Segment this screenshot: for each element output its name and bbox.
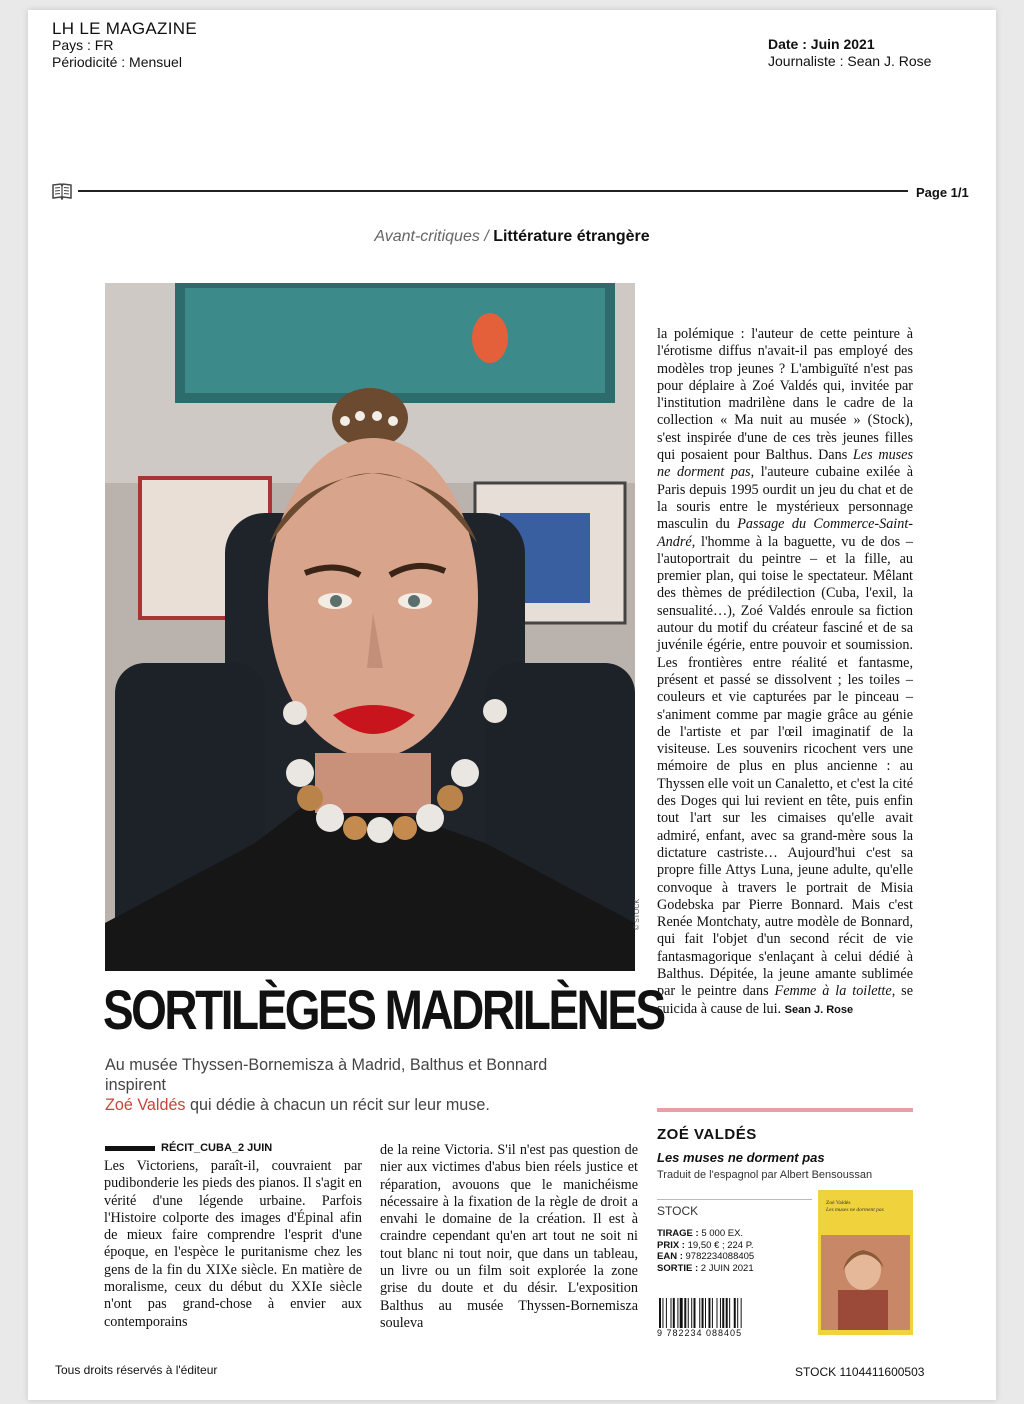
article-kicker <box>105 1142 272 1154</box>
col3-painting-title-2: Femme à la toilette <box>774 983 892 1000</box>
header-rule <box>78 190 908 192</box>
col3-text-c: , l'homme à la baguette, vu de dos – l'autoportrait du peintre – et la fille, au premier plan, qui toise le spectateur. Mêlant des thèmes de prédilection (Cuba, l'exil, la sensualité…), Zoé Valdés enroule sa fiction autour du motif du créateur fasciné et de sa juvénile égérie, entre pouvoir et soumission. Les frontières entre réalité et fantasme, présent et passé se dissolvent ; les toiles – couleurs et vie capturées par le pinceau – s'animent comme par magie grâce au génie de l'artiste et par l'œil imaginatif de la visiteuse. Les souvenirs ricochent vers une mémoire de plus en plus ancienne : au Thyssen elle voit un Canaletto, et c'est la cité des Doges qui lui revient en tête, puis enfin tout l'art sur les cimaises qu'elle avait admiré, enfant, avec sa grand-mère sous la dictature castriste… Aujourd'hui c'est sa propre fille Attys Luna, jeune adulte, qu'elle convoque à travers le portrait de Misia Godebska par Pierre Bonnard. Mais c'est Renée Montchaty, autre modèle de Bonnard, qui fait l'objet d'un second récit de vie fantasmagorique s'enlaçant à celui dédié à Balthus. Dépitée, la jeune amante sublimée par le peintre dans <box>657 533 913 1000</box>
author-portrait <box>105 283 635 971</box>
col3-text-b: , l'auteure cubaine exilée à Paris depuis 1995 ourdit un jeu du chat et de la souris entre le mystérieux personnage masculin du <box>657 464 914 533</box>
section-heading <box>28 228 996 246</box>
cover-title: Les muses ne dorment pas <box>826 1207 884 1213</box>
periodicity: Périodicité : Mensuel <box>52 54 182 70</box>
country: Pays : FR <box>52 37 114 53</box>
kicker-bar <box>105 1146 155 1151</box>
body-column-1: Les Victoriens, paraît-il, couvraient par pudibonderie les pieds des pianos. Il s'agit en vérité d'une légende urbaine. Parfois l'Histoire colporte des images d'Épinal afin de mieux faire comprendre l'esprit d'une époque, en l'espèce le puritanisme chez les gens de la fin du XIXe siècle. En matière de moralisme, ceux du début du XXIe siècle n'ont pas grand-chose à envier aux contemporains <box>104 1158 362 1330</box>
col3-text-a: la polémique : l'auteur de cette peinture à l'érotisme diffus n'avait-il pas employé des modèles trop jeunes ? L'ambiguïté n'est pas pour déplaire à Zoé Valdés qui, invitée par l'institution madrilène dans le cadre de la collection « Ma nuit au musée » (Stock), s'est inspirée d'une de ces très jeunes filles qui posaient pour Balthus. Dans <box>657 326 913 464</box>
dek-suffix: qui dédie à chacun un récit sur leur muse. <box>185 1095 490 1114</box>
kicker-text: RÉCIT_CUBA_2 JUIN <box>161 1142 273 1154</box>
footer-rights: Tous droits réservés à l'éditeur <box>55 1363 218 1377</box>
book-title: Les muses ne dorment pas <box>657 1150 825 1165</box>
press-clipping-page <box>28 10 996 1400</box>
col3-painting-title: Passage du Commerce-Saint-André <box>657 516 913 550</box>
spec-row: EAN : 9782234088405 <box>657 1251 755 1262</box>
magazine-name: LH LE MAGAZINE <box>52 19 197 38</box>
book-icon <box>52 182 72 200</box>
cover-author: Zoé Valdés <box>826 1200 851 1206</box>
journalist: Journaliste : Sean J. Rose <box>768 53 932 69</box>
header-left <box>52 20 197 71</box>
book-cover <box>818 1190 913 1335</box>
byline: Sean J. Rose <box>784 1003 854 1016</box>
dek-author-name: Zoé Valdés <box>105 1095 186 1114</box>
spec-row: PRIX : 19,50 € ; 224 P. <box>657 1239 754 1251</box>
date: Date : Juin 2021 <box>768 36 875 52</box>
spec-row: SORTIE : 2 JUIN 2021 <box>657 1262 754 1274</box>
book-publisher: STOCK <box>657 1199 812 1218</box>
article-title: SORTILÈGES MADRILÈNES <box>103 978 664 1041</box>
body-column-3 <box>657 326 913 1019</box>
dek-prefix: Au musée Thyssen-Bornemisza à Madrid, Balthus et Bonnard inspirent <box>105 1055 548 1094</box>
footer-code: STOCK 1104411600503 <box>795 1365 925 1379</box>
header-right <box>768 36 931 70</box>
barcode-number: 9 782234 088405 <box>657 1328 743 1338</box>
col3-book-title: Les muses ne dorment pas <box>657 447 913 481</box>
photo-credit: © STOCK <box>634 898 641 930</box>
article-dek <box>105 1055 599 1115</box>
barcode-icon <box>657 1298 787 1328</box>
spec-row: TIRAGE : 5 000 EX. <box>657 1228 744 1239</box>
book-author: ZOÉ VALDÉS <box>657 1126 757 1143</box>
section-subcategory: Littérature étrangère <box>493 228 650 245</box>
col3-text-d: , se suicida à cause de lui. <box>657 983 914 1017</box>
section-category: Avant-critiques / <box>374 228 489 245</box>
infobox-rule <box>657 1108 913 1112</box>
book-specs <box>657 1228 754 1274</box>
page-number: Page 1/1 <box>916 185 969 200</box>
body-column-2: de la reine Victoria. S'il n'est pas question de nier aux victimes d'abus bien réels justice et réparation, avouons que le manichéisme nécessaire à la fixation de la règle de droit a envahi le domaine de la création. Il est à craindre cependant qu'en art tout ne soit ni tout blanc ni tout noir, que dans un tableau, un livre ou un film soit explorée la zone grise du doute et du désir. L'exposition Balthus au musée Thyssen-Bornemisza souleva <box>380 1142 638 1331</box>
book-translation: Traduit de l'espagnol par Albert Bensoussan <box>657 1169 873 1181</box>
